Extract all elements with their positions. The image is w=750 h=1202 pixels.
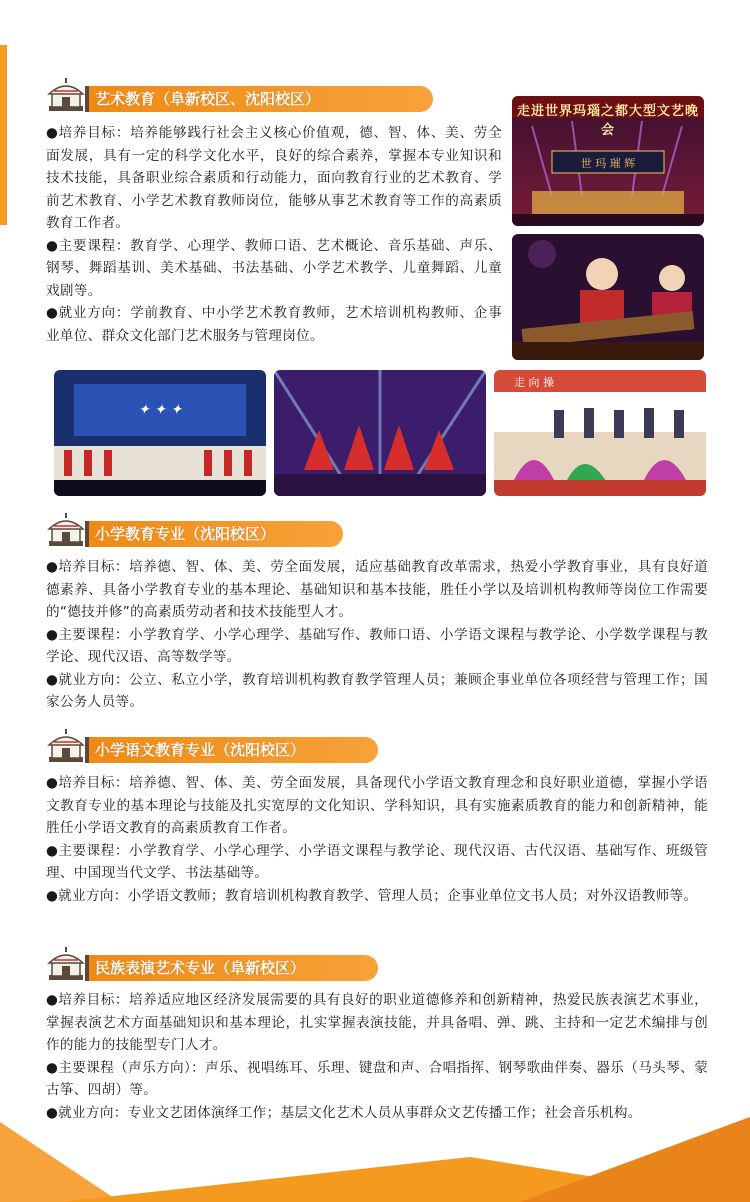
section-body-art-education <box>46 122 502 347</box>
career-direction: ●就业方向：专业文艺团体演绎工作；基层文化艺术人员从事群众文艺传播工作；社会音乐机构。 <box>46 1104 642 1121</box>
training-goal: ●培养目标：培养能够践行社会主义核心价值观，德、智、体、美、劳全面发展，具有一定的科学文化水平，良好的综合素养，掌握本专业知识和技术技能，具备职业综合素质和行动能力，面向教育行业的艺术教育、学前艺术教育、小学艺术教育教师岗位，能够从事艺术教育等工作的高素质教育工作者。 <box>46 125 502 231</box>
photo-gala-stage <box>512 96 704 226</box>
wave-left <box>0 1122 120 1202</box>
left-accent-bar <box>0 45 7 225</box>
section-title: 民族表演艺术专业（阜新校区） <box>89 955 378 981</box>
svg-text:✦ ✦ ✦: ✦ ✦ ✦ <box>137 402 183 418</box>
photo-dance-performance <box>274 370 486 496</box>
wave-right <box>520 1117 750 1202</box>
career-direction: ●就业方向：小学语文教师；教育培训机构教育教学、管理人员；企事业单位文书人员；对外汉语教师等。 <box>46 887 698 904</box>
section-title: 小学语文教育专业（沈阳校区） <box>89 737 378 763</box>
training-goal: ●培养目标：培养德、智、体、美、劳全面发展，具备现代小学语文教育理念和良好职业道德，掌握小学语文教育专业的基本理论与技能及扎实宽厚的文化知识、学科知识，具有实施素质教育的能力和创新精神，能胜任小学语文教育的高素质教育工作者。 <box>46 775 708 836</box>
yurt-icon <box>45 76 87 114</box>
photo-caption: 走进世界玛瑙之都大型文艺晚会 <box>516 104 699 138</box>
yurt-icon <box>45 945 87 983</box>
photo-guzheng-performance <box>512 234 704 360</box>
svg-text:世 玛 璀 辉: 世 玛 璀 辉 <box>580 157 636 170</box>
main-courses: ●主要课程：教育学、心理学、教师口语、艺术概论、音乐基础、声乐、钢琴、舞蹈基训、美术基础、书法基础、小学艺术教学、儿童舞蹈、儿童戏剧等。 <box>46 237 502 299</box>
section-body-ethnic-performance <box>46 989 708 1124</box>
yurt-icon <box>45 727 87 765</box>
photo-outdoor-performance <box>494 370 706 496</box>
photo-group-stage <box>54 370 266 496</box>
main-courses: ●主要课程：小学教育学、小学心理学、小学语文课程与教学论、现代汉语、古代汉语、基础写作、班级管理、中国现当代文学、书法基础等。 <box>46 842 708 881</box>
section-title: 艺术教育（阜新校区、沈阳校区） <box>89 86 433 112</box>
career-direction: ●就业方向：学前教育、中小学艺术教育教师，艺术培训机构教师、企事业单位、群众文化部门艺术服务与管理岗位。 <box>46 305 502 344</box>
career-direction: ●就业方向：公立、私立小学，教育培训机构教育教学管理人员；兼顾企事业单位各项经营与管理工作；国家公务人员等。 <box>46 671 708 710</box>
section-body-primary-education <box>46 556 708 714</box>
training-goal: ●培养目标：培养适应地区经济发展需要的具有良好的职业道德修养和创新精神，热爱民族表演艺术事业，掌握表演艺术方面基础知识和基本理论，扎实掌握表演技能，并具备唱、弹、跳、主持和一定艺术编排与创作的能力的技能型专门人才。 <box>46 992 708 1053</box>
svg-text:走 向 操: 走 向 操 <box>514 376 554 389</box>
main-courses: ●主要课程：小学教育学、小学心理学、基础写作、教师口语、小学语文课程与教学论、小学数学课程与教学论、现代汉语、高等数学等。 <box>46 626 708 665</box>
section-title: 小学教育专业（沈阳校区） <box>89 521 343 547</box>
section-body-chinese-education <box>46 772 708 907</box>
yurt-icon <box>45 511 87 549</box>
main-courses: ●主要课程（声乐方向）：声乐、视唱练耳、乐理、键盘和声、合唱指挥、钢琴歌曲伴奏、器乐（马头琴、蒙古筝、四胡）等。 <box>46 1059 708 1098</box>
training-goal: ●培养目标：培养德、智、体、美、劳全面发展，适应基础教育改革需求，热爱小学教育事业，具有良好道德素养、具备小学教育专业的基本理论、基础知识和基本技能，胜任小学以及培训机构教师等岗位工作需要的“德技并修”的高素质劳动者和技术技能型人才。 <box>46 559 708 620</box>
